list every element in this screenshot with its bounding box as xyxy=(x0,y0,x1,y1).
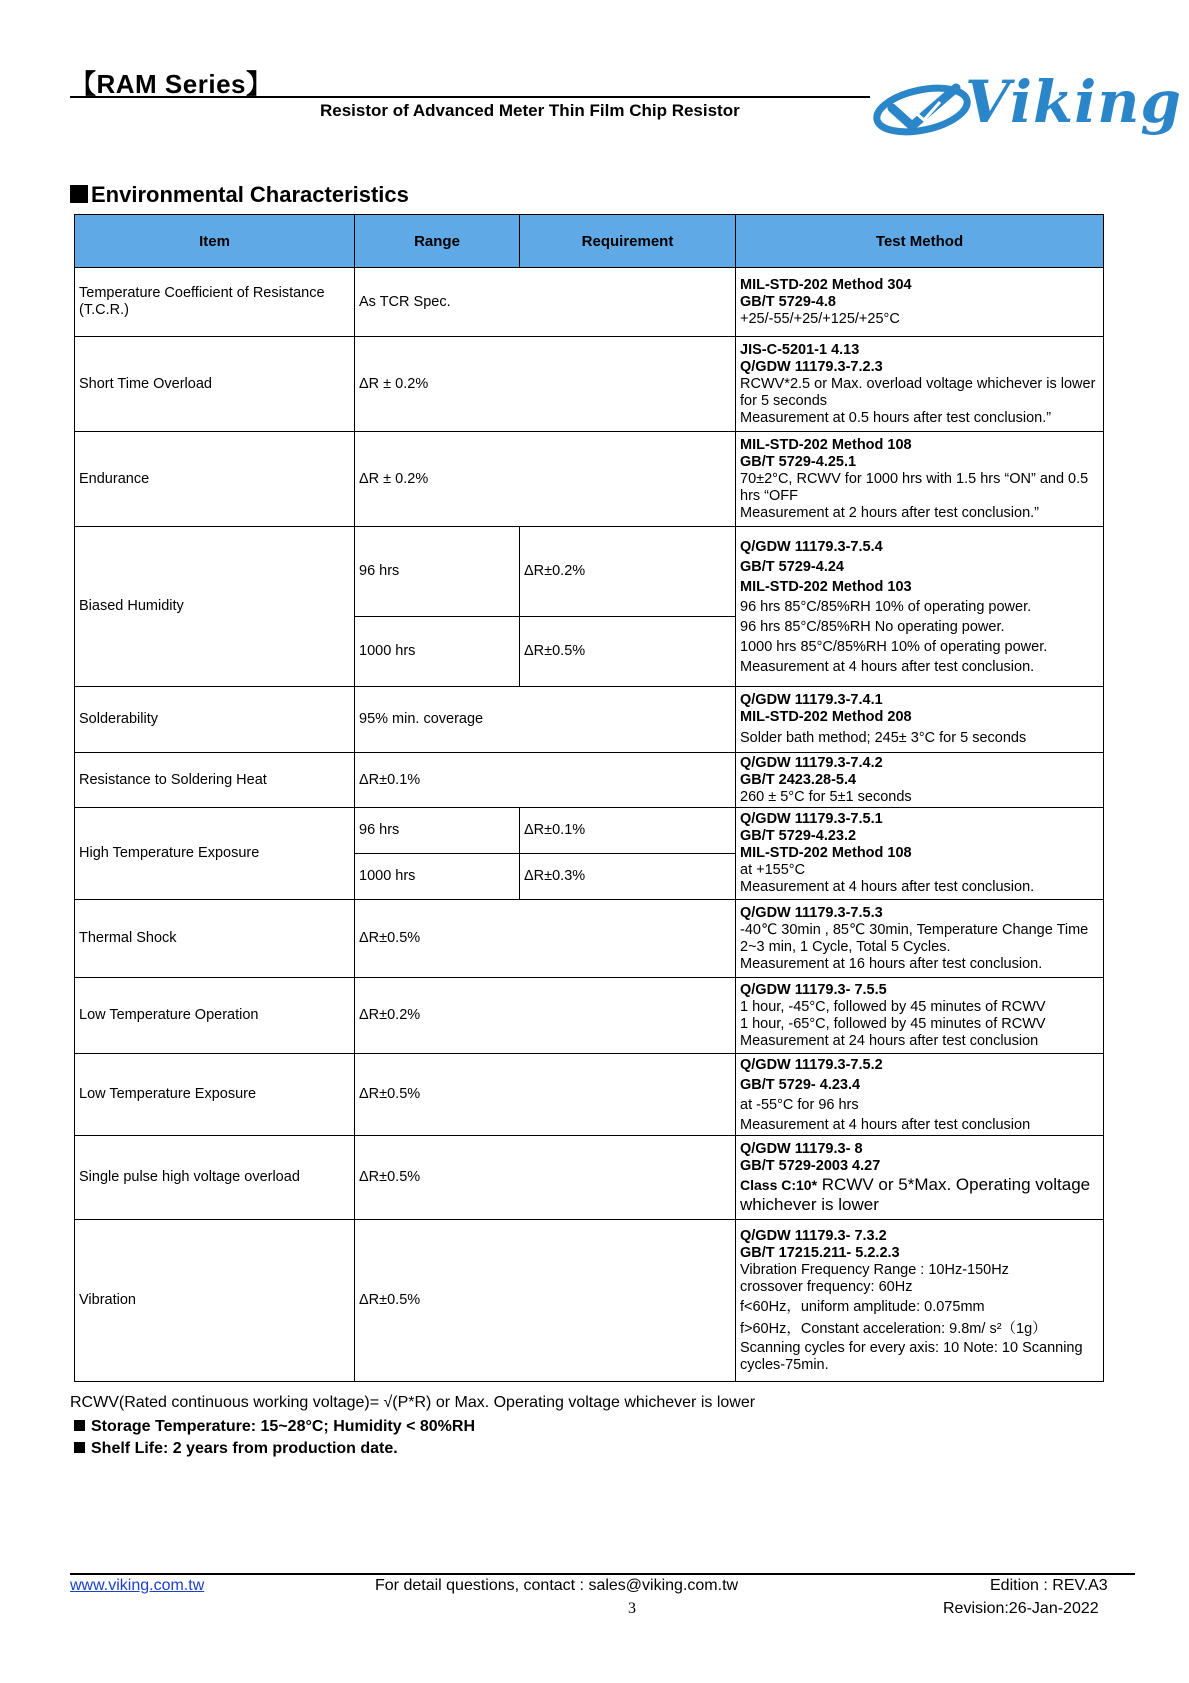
item-cell: Vibration xyxy=(75,1220,355,1382)
range-cell: ΔR±0.1% xyxy=(355,753,736,808)
website-link[interactable]: www.viking.com.tw xyxy=(70,1577,205,1594)
table-row xyxy=(75,687,1104,753)
item-cell: Resistance to Soldering Heat xyxy=(75,753,355,808)
document-subtitle: Resistor of Advanced Meter Thin Film Chip Resistor xyxy=(320,101,740,120)
table-row xyxy=(75,808,1104,854)
range-cell: As TCR Spec. xyxy=(355,268,736,337)
footer-rule xyxy=(70,1573,1135,1575)
square-bullet-icon xyxy=(74,1420,85,1431)
square-bullet-icon xyxy=(70,185,88,203)
table-row xyxy=(75,337,1104,432)
test-method-cell: Q/GDW 11179.3-7.4.2 GB/T 2423.28-5.4 260 ± 5°C for 5±1 seconds xyxy=(736,753,1104,808)
test-method-cell: MIL-STD-202 Method 108 GB/T 5729-4.25.1 70±2°C, RCWV for 1000 hrs with 1.5 hrs “ON” and 0.5 hrs “OFF Measurement at 2 hours after test conclusion.” xyxy=(736,432,1104,527)
range-cell: 95% min. coverage xyxy=(355,687,736,753)
range-cell: 1000 hrs xyxy=(355,854,520,900)
col-header-range: Range xyxy=(355,215,520,268)
range-cell: ΔR±0.2% xyxy=(355,978,736,1054)
section-title: Environmental Characteristics xyxy=(70,182,409,208)
series-title: 【RAM Series】 xyxy=(70,69,273,99)
table-row xyxy=(75,753,1104,808)
range-cell: ΔR±0.5% xyxy=(355,1054,736,1136)
item-cell: Endurance xyxy=(75,432,355,527)
table-row xyxy=(75,978,1104,1054)
test-method-cell: JIS-C-5201-1 4.13 Q/GDW 11179.3-7.2.3 RCWV*2.5 or Max. overload voltage whichever is lower for 5 seconds Measurement at 0.5 hours after test conclusion.” xyxy=(736,337,1104,432)
square-bullet-icon xyxy=(74,1442,85,1453)
test-method-cell: Q/GDW 11179.3-7.4.1 MIL-STD-202 Method 208 Solder bath method; 245± 3°C for 5 seconds xyxy=(736,687,1104,753)
requirement-cell: ΔR±0.3% xyxy=(520,854,736,900)
range-cell: ΔR±0.5% xyxy=(355,900,736,978)
item-cell: Biased Humidity xyxy=(75,527,355,687)
test-method-cell: Q/GDW 11179.3-7.5.3 -40℃ 30min , 85℃ 30min, Temperature Change Time 2~3 min, 1 Cycle, Total 5 Cycles. Measurement at 16 hours after test conclusion. xyxy=(736,900,1104,978)
test-method-cell: Q/GDW 11179.3- 7.3.2 GB/T 17215.211- 5.2.2.3 Vibration Frequency Range : 10Hz-150Hz crossover frequency: 60Hz f<60Hz，uniform amplitude: 0.075mm f>60Hz，Constant acceleration: 9.8m/ s²（1g） Scanning cycles for every axis: 10 Note: 10 Scanning cycles-75min. xyxy=(736,1220,1104,1382)
col-header-item: Item xyxy=(75,215,355,268)
item-cell: Thermal Shock xyxy=(75,900,355,978)
logo-swoosh-icon xyxy=(870,74,980,144)
storage-note: Storage Temperature: 15~28°C; Humidity < 80%RH xyxy=(74,1418,475,1436)
item-cell: Low Temperature Exposure xyxy=(75,1054,355,1136)
table-header-row xyxy=(75,215,1104,268)
range-cell: ΔR±0.5% xyxy=(355,1220,736,1382)
page-number: 3 xyxy=(628,1600,636,1617)
requirement-cell: ΔR±0.2% xyxy=(520,527,736,617)
header-rule xyxy=(70,96,870,98)
test-method-cell: Q/GDW 11179.3-7.5.2 GB/T 5729- 4.23.4 at -55°C for 96 hrs Measurement at 4 hours after test conclusion xyxy=(736,1054,1104,1136)
range-cell: ΔR±0.5% xyxy=(355,1136,736,1220)
item-cell: High Temperature Exposure xyxy=(75,808,355,900)
shelf-life-note: Shelf Life: 2 years from production date. xyxy=(74,1440,398,1458)
environmental-table xyxy=(74,214,1104,1382)
rcwv-note: RCWV(Rated continuous working voltage)= √(P*R) or Max. Operating voltage whichever is lower xyxy=(70,1394,756,1411)
table-row xyxy=(75,900,1104,978)
table-row xyxy=(75,1054,1104,1136)
requirement-cell: ΔR±0.1% xyxy=(520,808,736,854)
range-cell: ΔR ± 0.2% xyxy=(355,432,736,527)
item-cell: Temperature Coefficient of Resistance (T.C.R.) xyxy=(75,268,355,337)
viking-logo xyxy=(870,68,1182,144)
range-cell: 96 hrs xyxy=(355,808,520,854)
test-method-cell: Q/GDW 11179.3-7.5.4 GB/T 5729-4.24 MIL-STD-202 Method 103 96 hrs 85°C/85%RH 10% of operating power. 96 hrs 85°C/85%RH No operating power. 1000 hrs 85°C/85%RH 10% of operating power. Measurement at 4 hours after test conclusion. xyxy=(736,527,1104,687)
table-row xyxy=(75,432,1104,527)
edition-text: Edition : REV.A3 xyxy=(990,1577,1108,1594)
logo-wordmark: Viking xyxy=(965,68,1182,136)
range-cell: ΔR ± 0.2% xyxy=(355,337,736,432)
item-cell: Single pulse high voltage overload xyxy=(75,1136,355,1220)
col-header-requirement: Requirement xyxy=(520,215,736,268)
col-header-test-method: Test Method xyxy=(736,215,1104,268)
table-row xyxy=(75,1220,1104,1382)
contact-text: For detail questions, contact : sales@viking.com.tw xyxy=(375,1577,739,1594)
item-cell: Low Temperature Operation xyxy=(75,978,355,1054)
range-cell: 1000 hrs xyxy=(355,617,520,687)
test-method-cell: Q/GDW 11179.3-7.5.1 GB/T 5729-4.23.2 MIL-STD-202 Method 108 at +155°C Measurement at 4 hours after test conclusion. xyxy=(736,808,1104,900)
test-method-cell: Q/GDW 11179.3- 7.5.5 1 hour, -45°C, followed by 45 minutes of RCWV 1 hour, -65°C, followed by 45 minutes of RCWV Measurement at 24 hours after test conclusion xyxy=(736,978,1104,1054)
item-cell: Solderability xyxy=(75,687,355,753)
item-cell: Short Time Overload xyxy=(75,337,355,432)
table-row xyxy=(75,268,1104,337)
test-method-cell: MIL-STD-202 Method 304 GB/T 5729-4.8 +25/-55/+25/+125/+25°C xyxy=(736,268,1104,337)
revision-text: Revision:26-Jan-2022 xyxy=(943,1600,1099,1617)
range-cell: 96 hrs xyxy=(355,527,520,617)
test-method-cell: Q/GDW 11179.3- 8 GB/T 5729-2003 4.27 Class C:10* RCWV or 5*Max. Operating voltage whichever is lower xyxy=(736,1136,1104,1220)
table-row xyxy=(75,1136,1104,1220)
table-row xyxy=(75,527,1104,617)
requirement-cell: ΔR±0.5% xyxy=(520,617,736,687)
